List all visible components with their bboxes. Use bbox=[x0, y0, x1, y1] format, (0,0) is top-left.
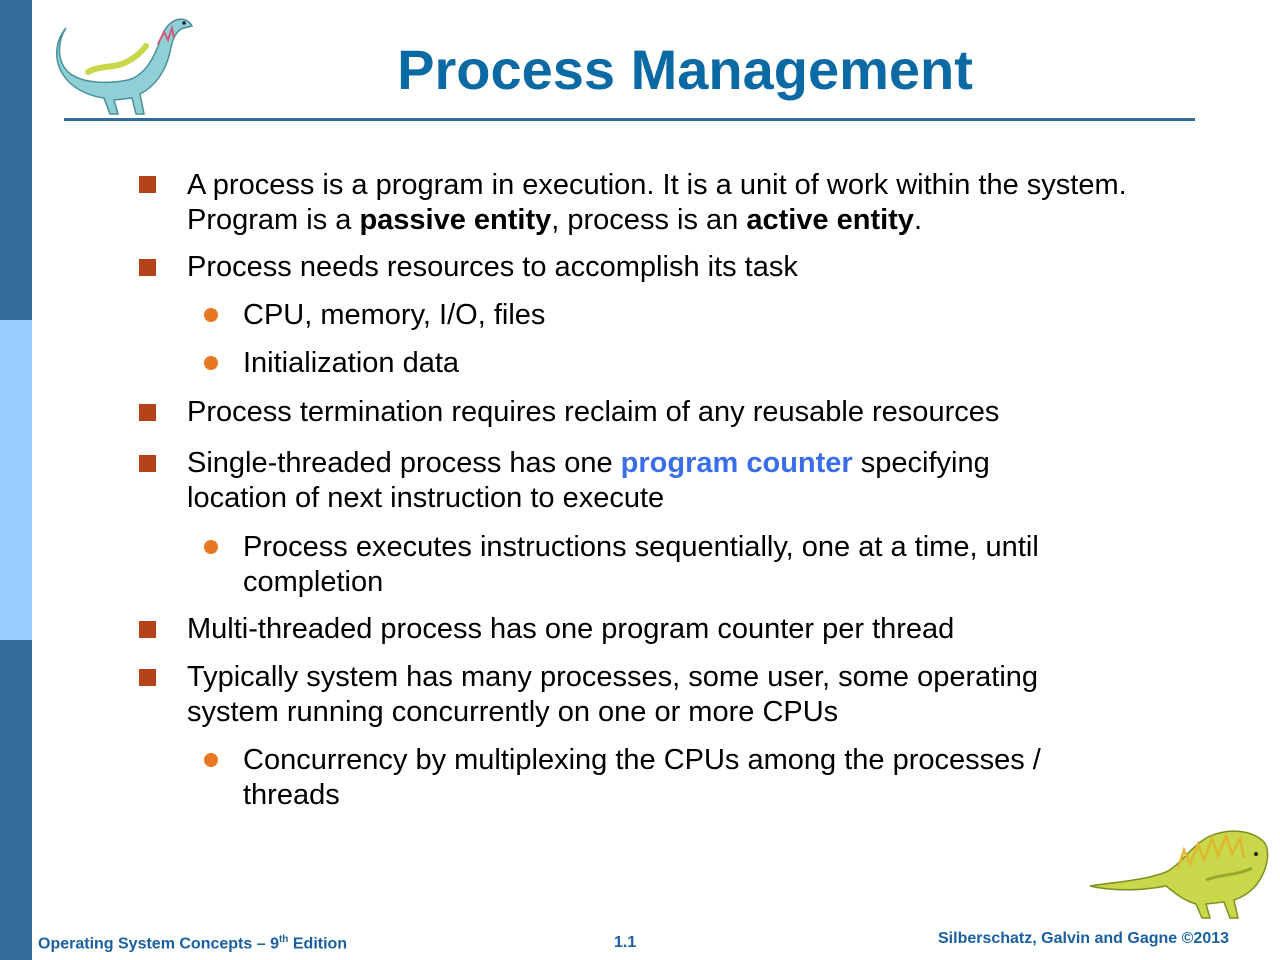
sub-bullet-concurrency: Concurrency by multiplexing the CPUs among the processes / threads bbox=[243, 744, 1041, 811]
bullet-process-definition: A process is a program in execution. It is a unit of work within the system. Program is a passive entity, process is an active entity. bbox=[187, 169, 1127, 236]
sub-bullet-sequential: Process executes instructions sequentially, one at a time, until completion bbox=[243, 531, 1039, 598]
square-bullet-icon bbox=[139, 455, 156, 472]
sub-bullet-cpu-memory: CPU, memory, I/O, files bbox=[243, 299, 546, 331]
square-bullet-icon bbox=[139, 176, 156, 193]
sub-bullet-init-data: Initialization data bbox=[243, 347, 460, 379]
round-bullet-icon bbox=[204, 753, 218, 767]
page-title: Process Management bbox=[397, 38, 973, 101]
footer-book-title: Operating System Concepts – 9th Edition bbox=[38, 934, 348, 953]
bullet-process-resources: Process needs resources to accomplish its task bbox=[187, 251, 798, 283]
footer-authors: Silberschatz, Galvin and Gagne ©2013 bbox=[938, 930, 1230, 947]
footer-page-number: 1.1 bbox=[614, 934, 637, 951]
square-bullet-icon bbox=[139, 259, 156, 276]
square-bullet-icon bbox=[139, 669, 156, 686]
dinosaur-icon bbox=[1086, 824, 1272, 920]
bullet-termination: Process termination requires reclaim of any reusable resources bbox=[187, 396, 1000, 428]
bullet-single-threaded: Single-threaded process has one program counter specifying location of next instruction to execute bbox=[187, 447, 990, 514]
bullet-multi-threaded: Multi-threaded process has one program counter per thread bbox=[187, 613, 955, 645]
square-bullet-icon bbox=[139, 621, 156, 638]
round-bullet-icon bbox=[204, 308, 218, 322]
round-bullet-icon bbox=[204, 540, 218, 554]
square-bullet-icon bbox=[139, 404, 156, 421]
bullet-many-processes: Typically system has many processes, some user, some operating system running concurrently on one or more CPUs bbox=[187, 661, 1039, 728]
round-bullet-icon bbox=[204, 356, 218, 370]
